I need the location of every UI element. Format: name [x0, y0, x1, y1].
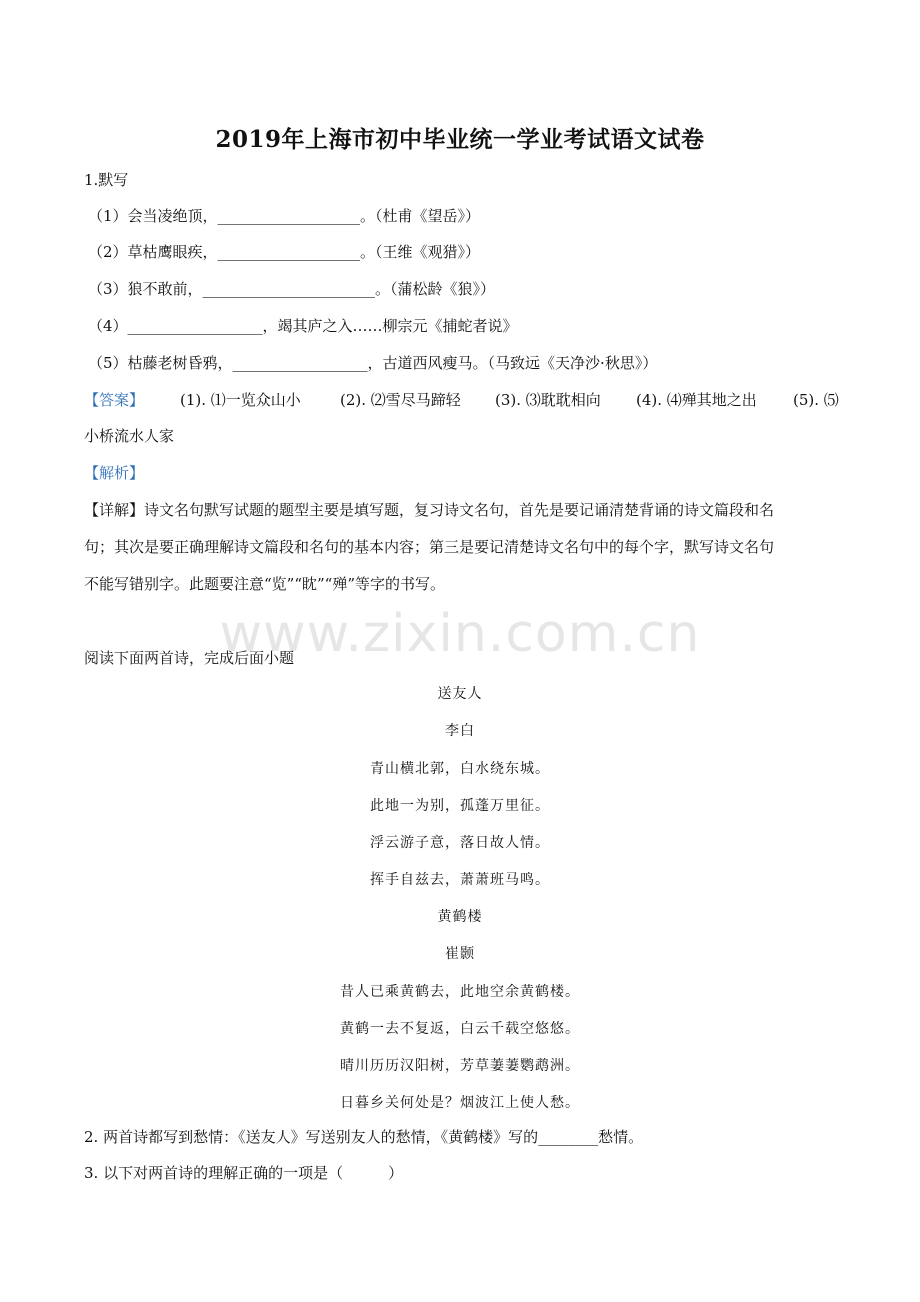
answer-4: (4). ⑷殚其地之出: [636, 391, 757, 409]
dictation-item-5: （5）枯藤老树昏鸦，__________________，古道西风瘦马。（马致远《天净沙·秋思》）: [88, 354, 658, 372]
poem-1-line: 青山横北郭，白水绕东城。: [370, 761, 550, 777]
poem-1-author: 李白: [445, 723, 475, 739]
poem-1-line: 挥手自兹去，萧萧班马鸣。: [370, 872, 550, 888]
poem-2-line: 昔人已乘黄鹤去，此地空余黄鹤楼。: [340, 984, 580, 1000]
answer-continuation: 小桥流水人家: [84, 427, 175, 445]
answer-5: (5). ⑸: [793, 391, 839, 409]
reading-intro: 阅读下面两首诗，完成后面小题: [84, 649, 295, 667]
detail-line-2: 句；其次是要正确理解诗文篇段和名句的基本内容；第三是要记清楚诗文名句中的每个字，默写诗文名句: [84, 538, 775, 556]
dictation-item-3: （3）狼不敢前，_______________________。（蒲松龄《狼》）: [88, 280, 496, 298]
answer-1: (1). ⑴一览众山小: [180, 391, 301, 409]
dictation-item-2: （2）草枯鹰眼疾，___________________。（王维《观猎》）: [88, 243, 481, 261]
dictation-item-4: （4）__________________，竭其庐之入……柳宗元《捕蛇者说》: [88, 317, 518, 335]
answer-label: 【答案】: [84, 391, 145, 409]
question-3: 3. 以下对两首诗的理解正确的一项是（ ）: [84, 1164, 404, 1182]
question-2: 2. 两首诗都写到愁情：《送友人》写送别友人的愁情，《黄鹤楼》写的________愁情。: [84, 1128, 644, 1146]
poem-2-title: 黄鹤楼: [437, 909, 483, 925]
detail-line-1: 【详解】诗文名句默写试题的题型主要是填写题，复习诗文名句，首先是要记诵清楚背诵的诗文篇段和名: [84, 501, 775, 519]
answer-2: (2). ⑵雪尽马蹄轻: [340, 391, 461, 409]
poem-2-line: 日暮乡关何处是？烟波江上使人愁。: [340, 1095, 580, 1111]
poem-2-author: 崔颢: [445, 946, 475, 962]
question-1-heading: 1.默写: [84, 171, 129, 189]
detail-line-3: 不能写错别字。此题要注意“览”“眈”“殚”等字的书写。: [84, 575, 446, 593]
analysis-label: 【解析】: [84, 464, 145, 482]
poem-2-line: 晴川历历汉阳树，芳草萋萋鹦鹉洲。: [340, 1058, 580, 1074]
poem-1-line: 浮云游子意，落日故人情。: [370, 835, 550, 851]
poem-1-title: 送友人: [437, 686, 483, 702]
poem-2-line: 黄鹤一去不复返，白云千载空悠悠。: [340, 1021, 580, 1037]
dictation-item-1: （1）会当凌绝顶，___________________。（杜甫《望岳》）: [88, 207, 481, 225]
poem-1-line: 此地一为别，孤蓬万里征。: [370, 798, 550, 814]
site-watermark: www.zixin.com.cn: [219, 604, 701, 664]
answer-3: (3). ⑶耽耽相向: [495, 391, 601, 409]
exam-title: 2019年上海市初中毕业统一学业考试语文试卷: [215, 126, 705, 153]
